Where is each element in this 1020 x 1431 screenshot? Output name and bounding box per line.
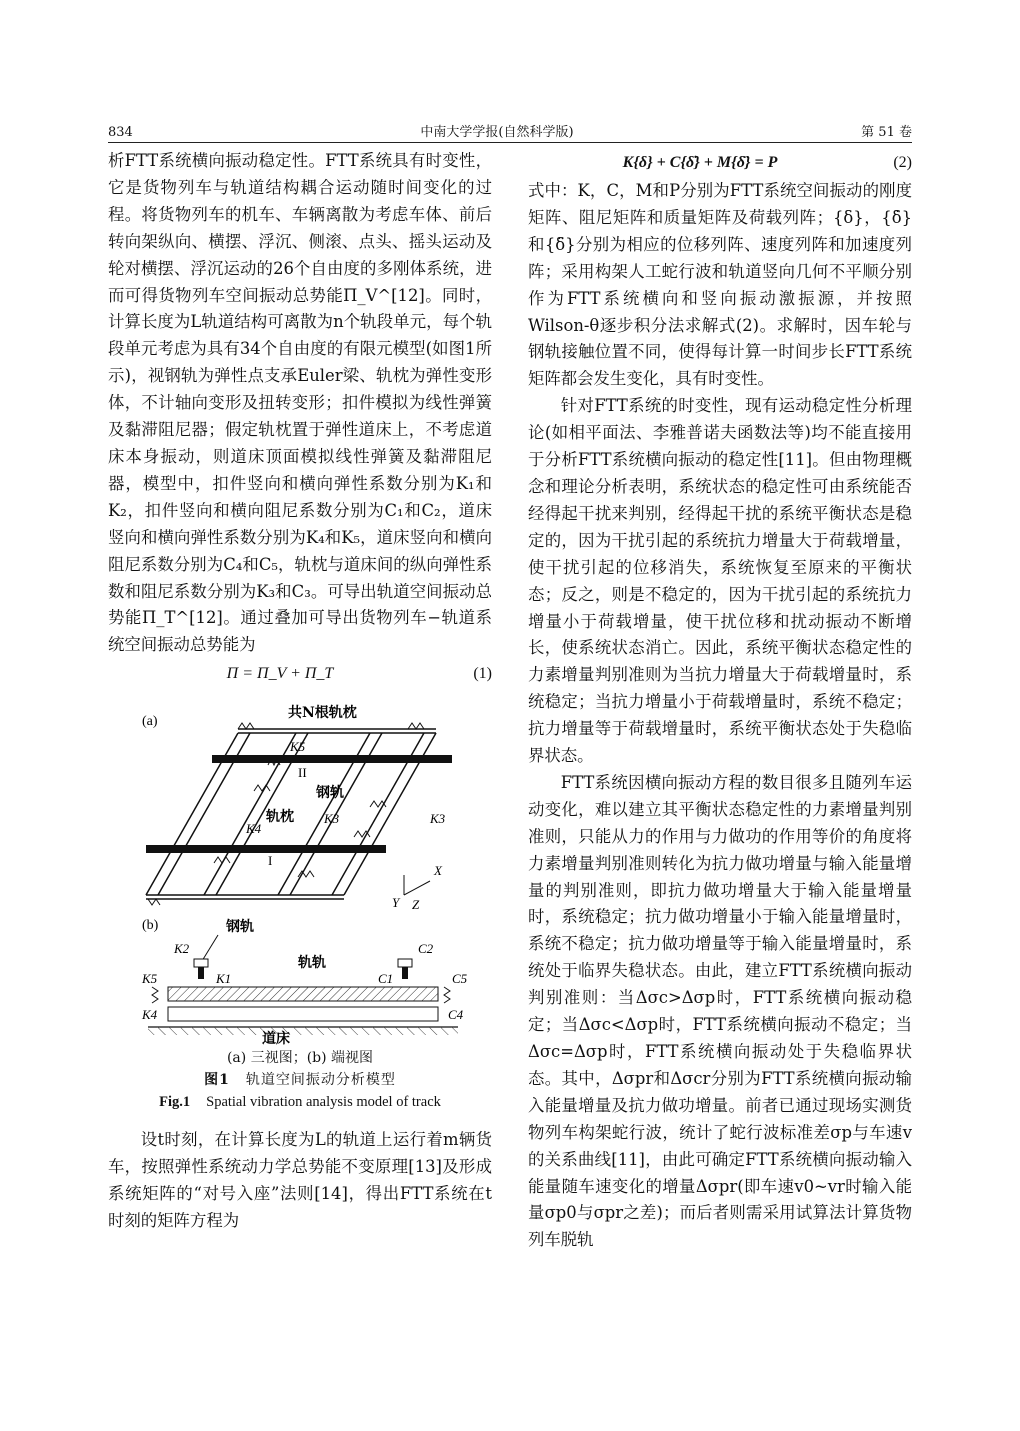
figure-1 [108, 695, 492, 1045]
header-rule [108, 142, 912, 143]
left-column [108, 148, 492, 1235]
figure-caption-en [108, 1091, 492, 1113]
body-text: 针对FTT系统的时变性，现有运动稳定性分析理论(如相平面法、李雅普诺夫函数法等)均不能直接用于分析FTT系统横向振动的稳定性[11]。但由物理概念和理论分析表明，系统状态的稳定性可由系统能否经得起干扰来判别，经得起干扰的系统平衡状态是稳定的，因为干扰引起的系统抗力增量大于荷载增量，使干扰引起的位移消失，系统恢复至原来的平衡状态；反之，则是不稳定的，因为干扰引起的系统抗力增量小于荷载增量，使干扰位移和扰动振动不断增长，使系统状态消亡。因此，系统平衡状态稳定性的力素增量判别准则为当抗力增量大于荷载增量时，系统稳定；当抗力增量小于荷载增量时，系统不稳定；抗力增量等于荷载增量时，系统平衡状态处于失稳临界状态。 [528, 396, 912, 766]
figure-subcaption: (a) 三视图；(b) 端视图 [226, 1050, 374, 1067]
figure-number-cn: 图1 [204, 1072, 230, 1089]
k3-label-a1: K3 [324, 811, 340, 827]
body-text: FTT系统因横向振动方程的数目很多且随列车运动变化，难以建立其平衡状态稳定性的力素增量判别准则，只能从力的作用与力做功的作用等价的角度将力素增量判别准则转化为抗力做功增量与输入能量增量的判别准则，即抗力做功增量大于输入能量增量时，系统稳定；抗力做功增量小于输入能量增量时，系统不稳定；抗力做功增量等于输入能量增量时，系统处于临界失稳状态。由此，建立FTT系统横向振动判别准则：当Δσc>Δσp时，FTT系统横向振动稳定；当Δσc<Δσp时，FTT系统横向振动不稳定；当Δσc=Δσp时，FTT系统横向振动处于失稳临界状态。其中，Δσpr和Δσcr分别为FTT系统横向振动输入能量增量及抗力做功增量。前者已通过现场实测货物列车构架蛇行波，统计了蛇行波标准差σp与车速v的关系曲线[11]，由此可确定FTT系统横向振动输入能量随车速变化的增量Δσpr(即车速v0~vr时输入能量σp0与σpr之差)；而后者则需采用试算法计算货物列车脱轨 [528, 772, 912, 1250]
c4-label-b: C4 [448, 1007, 464, 1023]
k5-label-b: K5 [142, 971, 158, 987]
right-column [528, 148, 912, 1254]
rail-label-a: 钢轨 [316, 785, 344, 802]
sleeper-label-a: 轨枕 [266, 809, 294, 826]
sleeper-ii-label: II [298, 765, 307, 781]
running-header [108, 120, 912, 140]
figure-number-en: Fig.1 [159, 1094, 191, 1111]
equation-number: (2) [893, 154, 912, 171]
sleeper-label-b: 轨轨 [298, 955, 326, 972]
k4-label-b: K4 [142, 1007, 158, 1023]
k1-label-b: K1 [216, 971, 232, 987]
k2-label-b: K2 [174, 941, 190, 957]
equation-number: (1) [473, 665, 492, 683]
panel-a-label: (a) [142, 714, 158, 730]
volume-label: 第 51 卷 [861, 125, 912, 140]
c1-label-b: C1 [378, 971, 394, 987]
figure-title-en: Spatial vibration analysis model of track [206, 1094, 441, 1111]
journal-name: 中南大学学报(自然科学版) [420, 125, 574, 140]
left-paragraph-2 [108, 1127, 492, 1235]
body-text: 设t时刻，在计算长度为L的轨道上运行着m辆货车，按照弹性系统动力学总势能不变原理[13]及形成系统矩阵的“对号入座”法则[14]，得出FTT系统在t时刻的矩阵方程为 [108, 1130, 492, 1230]
body-text: 析FTT系统横向振动稳定性。FTT系统具有时变性，它是货物列车与轨道结构耦合运动随时间变化的过程。将货物列车的机车、车辆离散为考虑车体、前后转向架纵向、横摆、浮沉、侧滚、点头、摇头运动及轮对横摆、浮沉运动的26个自由度的多刚体系统，进而可得货物列车空间振动总势能Π_V^[12]。同时，计算长度为L轨道结构可离散为n个轨段单元，每个轨段单元考虑为具有34个自由度的有限元模型(如图1所示)，视钢轨为弹性点支承Euler梁、轨枕为弹性变形体，不计轴向变形及扭转变形；扣件模拟为线性弹簧及黏滞阻尼器；假定轨枕置于弹性道床上，不考虑道床本身振动，则道床顶面模拟线性弹簧及黏滞阻尼器，模型中，扣件竖向和横向弹性系数分别为K₁和K₂，扣件竖向和横向阻尼系数分别为C₁和C₂，道床竖向和横向弹性系数分别为K₄和K₅，道床竖向和横向阻尼系数分别为C₄和C₅，轨枕与道床间的纵向弹性系数和阻尼系数分别为K₃和C₃。可导出轨道空间振动总势能Π_T^[12]。通过叠加可导出货物列车−轨道系统空间振动总势能为 [108, 151, 492, 655]
axis-y-label: Y [392, 895, 400, 911]
axis-x-label: X [434, 863, 442, 879]
axis-z-label: Z [412, 897, 420, 913]
body-text: 式中：K，C，M和P分别为FTT系统空间振动的刚度矩阵、阻尼矩阵和质量矩阵及荷载列阵；{δ}，{δ̇}和{δ̈}分别为相应的位移列阵、速度列阵和加速度列阵；采用构架人工蛇行波和轨道竖向几何不平顺分别作为FTT系统横向和竖向振动激振源，并按照Wilson-θ逐步积分法求解式(2)。求解时，因车轮与钢轨接触位置不同，使得每计算一时间步长FTT系统矩阵都会发生变化，具有时变性。 [528, 181, 912, 389]
equation-formula: K{δ} + C{δ̇} + M{δ̈} = P [622, 154, 778, 171]
k5-label-a: K5 [290, 739, 306, 755]
equation-formula: Π = Π_V + Π_T [226, 665, 334, 683]
k4-label-a: K4 [246, 821, 262, 837]
bed-label-b: 道床 [262, 1031, 290, 1046]
track-model-diagram [108, 695, 492, 1045]
panel-b-label: (b) [142, 918, 159, 934]
figure-caption-cn [108, 1069, 492, 1091]
bed-support-row [168, 1007, 438, 1021]
equation-1 [108, 659, 492, 689]
left-paragraph-1 [108, 148, 492, 659]
c2-label-b: C2 [418, 941, 434, 957]
k3-label-a2: K3 [430, 811, 446, 827]
page-number: 834 [108, 125, 133, 140]
equation-2 [528, 148, 912, 178]
rail-label-b: 钢轨 [226, 919, 254, 936]
right-paragraph-1 [528, 178, 912, 1254]
c5-label-b: C5 [452, 971, 468, 987]
figure-title-cn: 轨道空间振动分析模型 [245, 1072, 396, 1089]
sleeper-i-label: I [268, 853, 273, 869]
sleeper-count-label: 共N根轨枕 [288, 705, 357, 722]
